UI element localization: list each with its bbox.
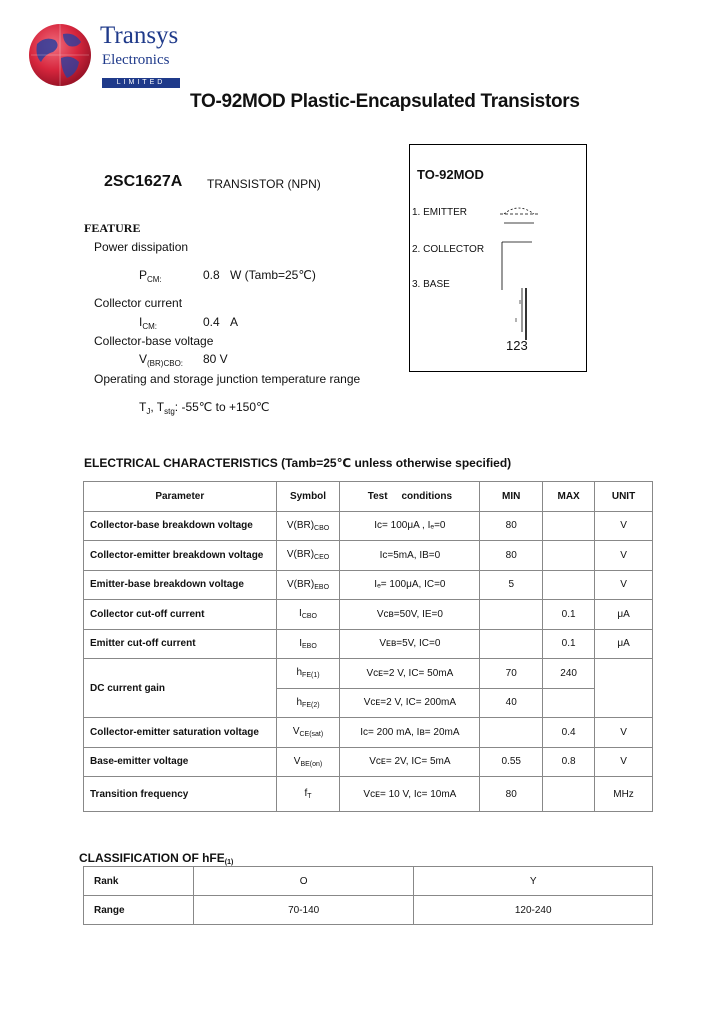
row-symbol: $V(BR)_{EBO}$	[276, 570, 340, 600]
rank-label: Rank	[84, 867, 194, 896]
row-symbol: $V(BR)_{CEO}$	[276, 541, 340, 571]
range-y: 120-240	[414, 896, 653, 925]
row-unit: μA	[595, 629, 653, 659]
row-parameter: Emitter cut-off current	[84, 629, 277, 659]
row-parameter: Collector-emitter saturation voltage	[84, 718, 277, 748]
row-max	[543, 570, 595, 600]
row-conditions: Vᴄᴇ=2 V, IC= 200mA	[340, 688, 480, 718]
row-symbol: $h_{FE(1)}$	[276, 659, 340, 689]
temp-range-label: Operating and storage junction temperature range	[94, 372, 361, 386]
table-row	[84, 718, 653, 748]
row-conditions: Vᴄᴇ= 2V, IC= 5mA	[340, 747, 480, 777]
row-unit: MHz	[595, 777, 653, 812]
power-label: Power dissipation	[94, 240, 189, 254]
row-parameter: Base-emitter voltage	[84, 747, 277, 777]
row-min: 0.55	[480, 747, 543, 777]
table-row	[84, 541, 653, 571]
brand-name: Transys	[100, 22, 179, 49]
row-conditions: Ic= 100μA , Iₑ=0	[340, 511, 480, 541]
part-description: TRANSISTOR (NPN)	[207, 177, 321, 191]
icm-symbol: $I_{CM:}$	[139, 315, 158, 331]
row-max	[543, 688, 595, 718]
classification-title: CLASSIFICATION OF hFE(1)	[79, 851, 234, 866]
vbr-value: 80 V	[203, 352, 228, 366]
classification-table	[83, 866, 653, 925]
row-parameter: Collector-base breakdown voltage	[84, 511, 277, 541]
package-outline-icon	[498, 200, 548, 350]
table-row	[84, 867, 653, 896]
brand-subname: Electronics	[102, 52, 170, 68]
row-max	[543, 511, 595, 541]
row-max: 0.1	[543, 629, 595, 659]
row-symbol: $V(BR)_{CBO}$	[276, 511, 340, 541]
row-conditions: Vᴄʙ=50V, IE=0	[340, 600, 480, 630]
row-unit: μA	[595, 600, 653, 630]
row-conditions: Iᴄ= 200 mA, Iʙ= 20mA	[340, 718, 480, 748]
pin1-label: 1. EMITTER	[412, 207, 468, 218]
pin3-label: 3. BASE	[412, 279, 450, 290]
range-o: 70-140	[193, 896, 414, 925]
row-max: 0.1	[543, 600, 595, 630]
header-symbol: Symbol	[276, 482, 340, 512]
row-symbol: $I_{CBO}$	[276, 600, 340, 630]
row-max: 0.8	[543, 747, 595, 777]
header-conditions: Test conditions	[340, 482, 480, 512]
row-unit: V	[595, 570, 653, 600]
part-number: 2SC1627A	[104, 173, 183, 190]
collector-current-label: Collector current	[94, 296, 183, 310]
cb-voltage-label: Collector-base voltage	[94, 334, 214, 348]
rank-o: O	[193, 867, 414, 896]
row-parameter: Emitter-base breakdown voltage	[84, 570, 277, 600]
row-symbol: $V_{CE(sat)}$	[276, 718, 340, 748]
table-header-row	[84, 482, 653, 512]
table-row	[84, 777, 653, 812]
row-min: 80	[480, 511, 543, 541]
row-unit: V	[595, 747, 653, 777]
table-row	[84, 600, 653, 630]
row-symbol: $h_{FE(2)}$	[276, 688, 340, 718]
tj-line: $T_J$, $T_{stg}$: -55℃ to +150℃	[139, 400, 270, 416]
row-min: 70	[480, 659, 543, 689]
icm-unit: A	[230, 315, 239, 329]
package-title: TO-92MOD	[417, 167, 484, 182]
header-max: MAX	[543, 482, 595, 512]
table-row	[84, 511, 653, 541]
row-min: 5	[480, 570, 543, 600]
pcm-symbol: $P_{CM:}$	[139, 268, 162, 284]
row-parameter: Collector cut-off current	[84, 600, 277, 630]
globe-logo-icon	[27, 22, 93, 88]
pin-numbers: 123	[506, 338, 528, 353]
vbr-symbol: $V_{(BR)CBO:}$	[139, 352, 184, 368]
row-min	[480, 718, 543, 748]
row-parameter: Collector-emitter breakdown voltage	[84, 541, 277, 571]
table-row	[84, 570, 653, 600]
page-title: TO-92MOD Plastic-Encapsulated Transistors	[190, 91, 580, 112]
row-unit: V	[595, 541, 653, 571]
row-parameter: DC current gain	[84, 659, 277, 718]
row-conditions: Iᴄ=5mA, IB=0	[340, 541, 480, 571]
feature-heading: FEATURE	[84, 221, 141, 235]
row-conditions: Vᴇʙ=5V, IC=0	[340, 629, 480, 659]
header-min: MIN	[480, 482, 543, 512]
row-max: 0.4	[543, 718, 595, 748]
table-row	[84, 747, 653, 777]
pcm-value: 0.8	[203, 268, 220, 282]
row-parameter: Transition frequency	[84, 777, 277, 812]
table-row	[84, 896, 653, 925]
row-min: 80	[480, 777, 543, 812]
row-max	[543, 541, 595, 571]
electrical-title: ELECTRICAL CHARACTERISTICS (Tamb=25℃ unless otherwise specified)	[84, 456, 512, 470]
pcm-unit: W (Tamb=25℃)	[230, 268, 316, 282]
header-parameter: Parameter	[84, 482, 277, 512]
row-min: 80	[480, 541, 543, 571]
row-min	[480, 600, 543, 630]
row-conditions: Vᴄᴇ= 10 V, Iᴄ= 10mA	[340, 777, 480, 812]
brand-tag: LIMITED	[102, 78, 180, 88]
table-row	[84, 629, 653, 659]
table-row	[84, 659, 653, 689]
row-conditions: Iₑ= 100μA, IC=0	[340, 570, 480, 600]
row-symbol: $I_{EBO}$	[276, 629, 340, 659]
row-min: 40	[480, 688, 543, 718]
rank-y: Y	[414, 867, 653, 896]
row-max	[543, 777, 595, 812]
row-max: 240	[543, 659, 595, 689]
electrical-table	[83, 481, 653, 812]
row-unit: V	[595, 718, 653, 748]
icm-value: 0.4	[203, 315, 220, 329]
pin2-label: 2. COLLECTOR	[412, 244, 485, 255]
row-symbol: $V_{BE(on)}$	[276, 747, 340, 777]
row-unit: V	[595, 511, 653, 541]
range-label: Range	[84, 896, 194, 925]
row-symbol: $f_T$	[276, 777, 340, 812]
row-min	[480, 629, 543, 659]
header-unit: UNIT	[595, 482, 653, 512]
row-conditions: Vᴄᴇ=2 V, IC= 50mA	[340, 659, 480, 689]
row-unit	[595, 659, 653, 718]
